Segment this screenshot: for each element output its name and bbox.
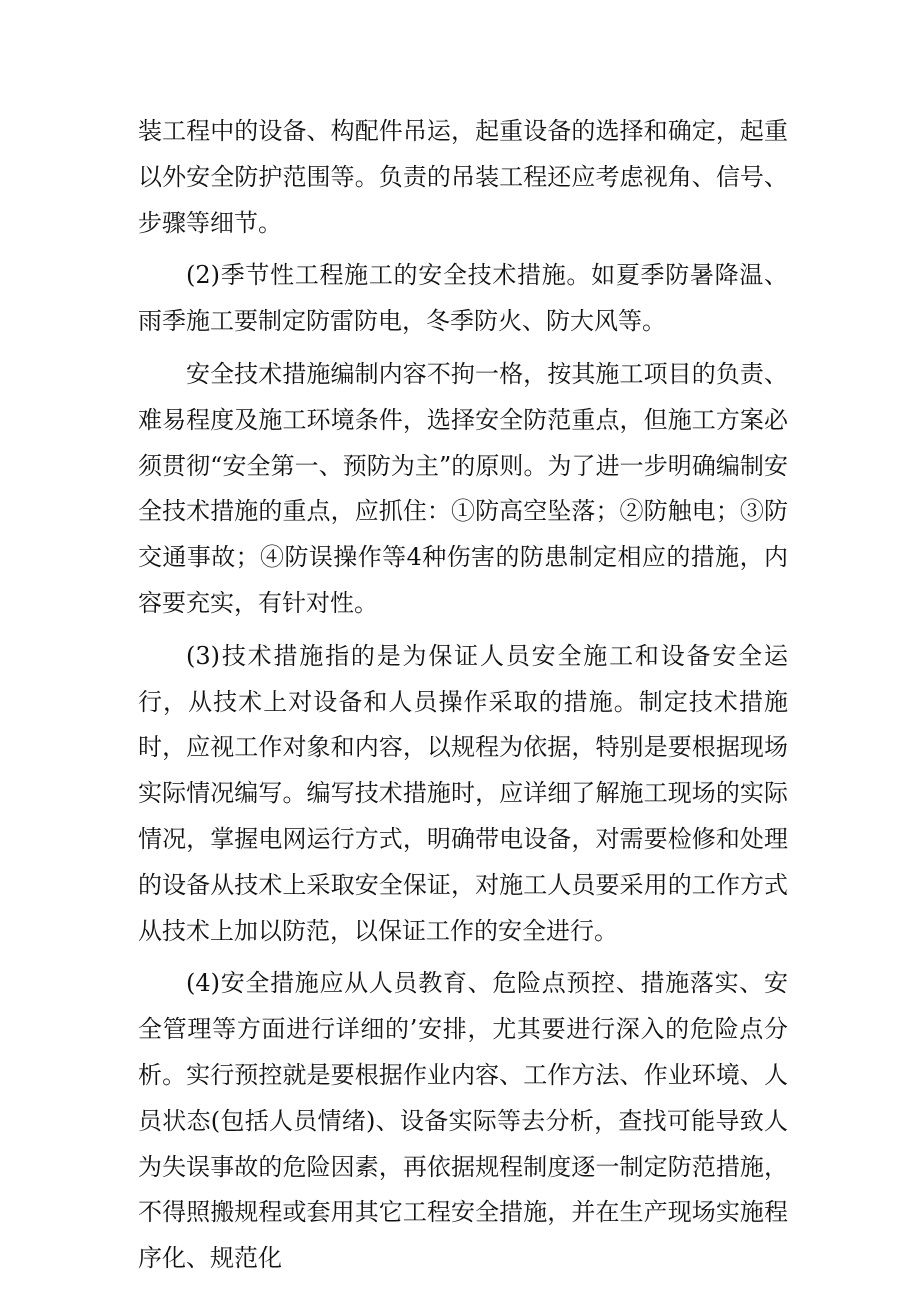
paragraph-compilation-content: 安全技术措施编制内容不拘一格，按其施工项目的负责、难易程度及施工环境条件，选择安全防范重点，但施工方案必须贯彻“安全第一、预防为主”的原则。为了进一步明确编制安全技术措施的重点，应抓住：①防高空坠落；②防触电；③防交通事故；④防误操作等4种伤害的防患制定相应的措施，内容要充实，有针对性。 (138, 359, 788, 617)
paragraph-continuation: 装工程中的设备、构配件吊运，起重设备的选择和确定，起重以外安全防护范围等。负责的吊装工程还应考虑视角、信号、步骤等细节。 (138, 117, 788, 237)
paragraph-technical-measures: (3)技术措施指的是为保证人员安全施工和设备安全运行，从技术上对设备和人员操作采取的措施。制定技术措施时，应视工作对象和内容，以规程为依据，特别是要根据现场实际情况编写。编写技术措施时，应详细了解施工现场的实际情况，掌握电网运行方式，明确带电设备，对需要检修和处理的设备从技术上采取安全保证，对施工人员要采用的工作方式从技术上加以防范，以保证工作的安全进行。 (138, 641, 788, 945)
paragraph-seasonal-measures: (2)季节性工程施工的安全技术措施。如夏季防暑降温、雨季施工要制定防雷防电，冬季防火、防大风等。 (138, 261, 788, 336)
paragraph-safety-measures: (4)安全措施应从人员教育、危险点预控、措施落实、安全管理等方面进行详细的’安排，尤其要进行深入的危险点分析。实行预控就是要根据作业内容、工作方法、作业环境、人员状态(包括人员情绪)、设备实际等去分析，查找可能导致人为失误事故的危险因素，再依据规程制度逐一制定防范措施，不得照搬规程或套用其它工程安全措施，并在生产现场实施程序化、规范化 (138, 969, 788, 1273)
body-text (138, 109, 788, 1289)
